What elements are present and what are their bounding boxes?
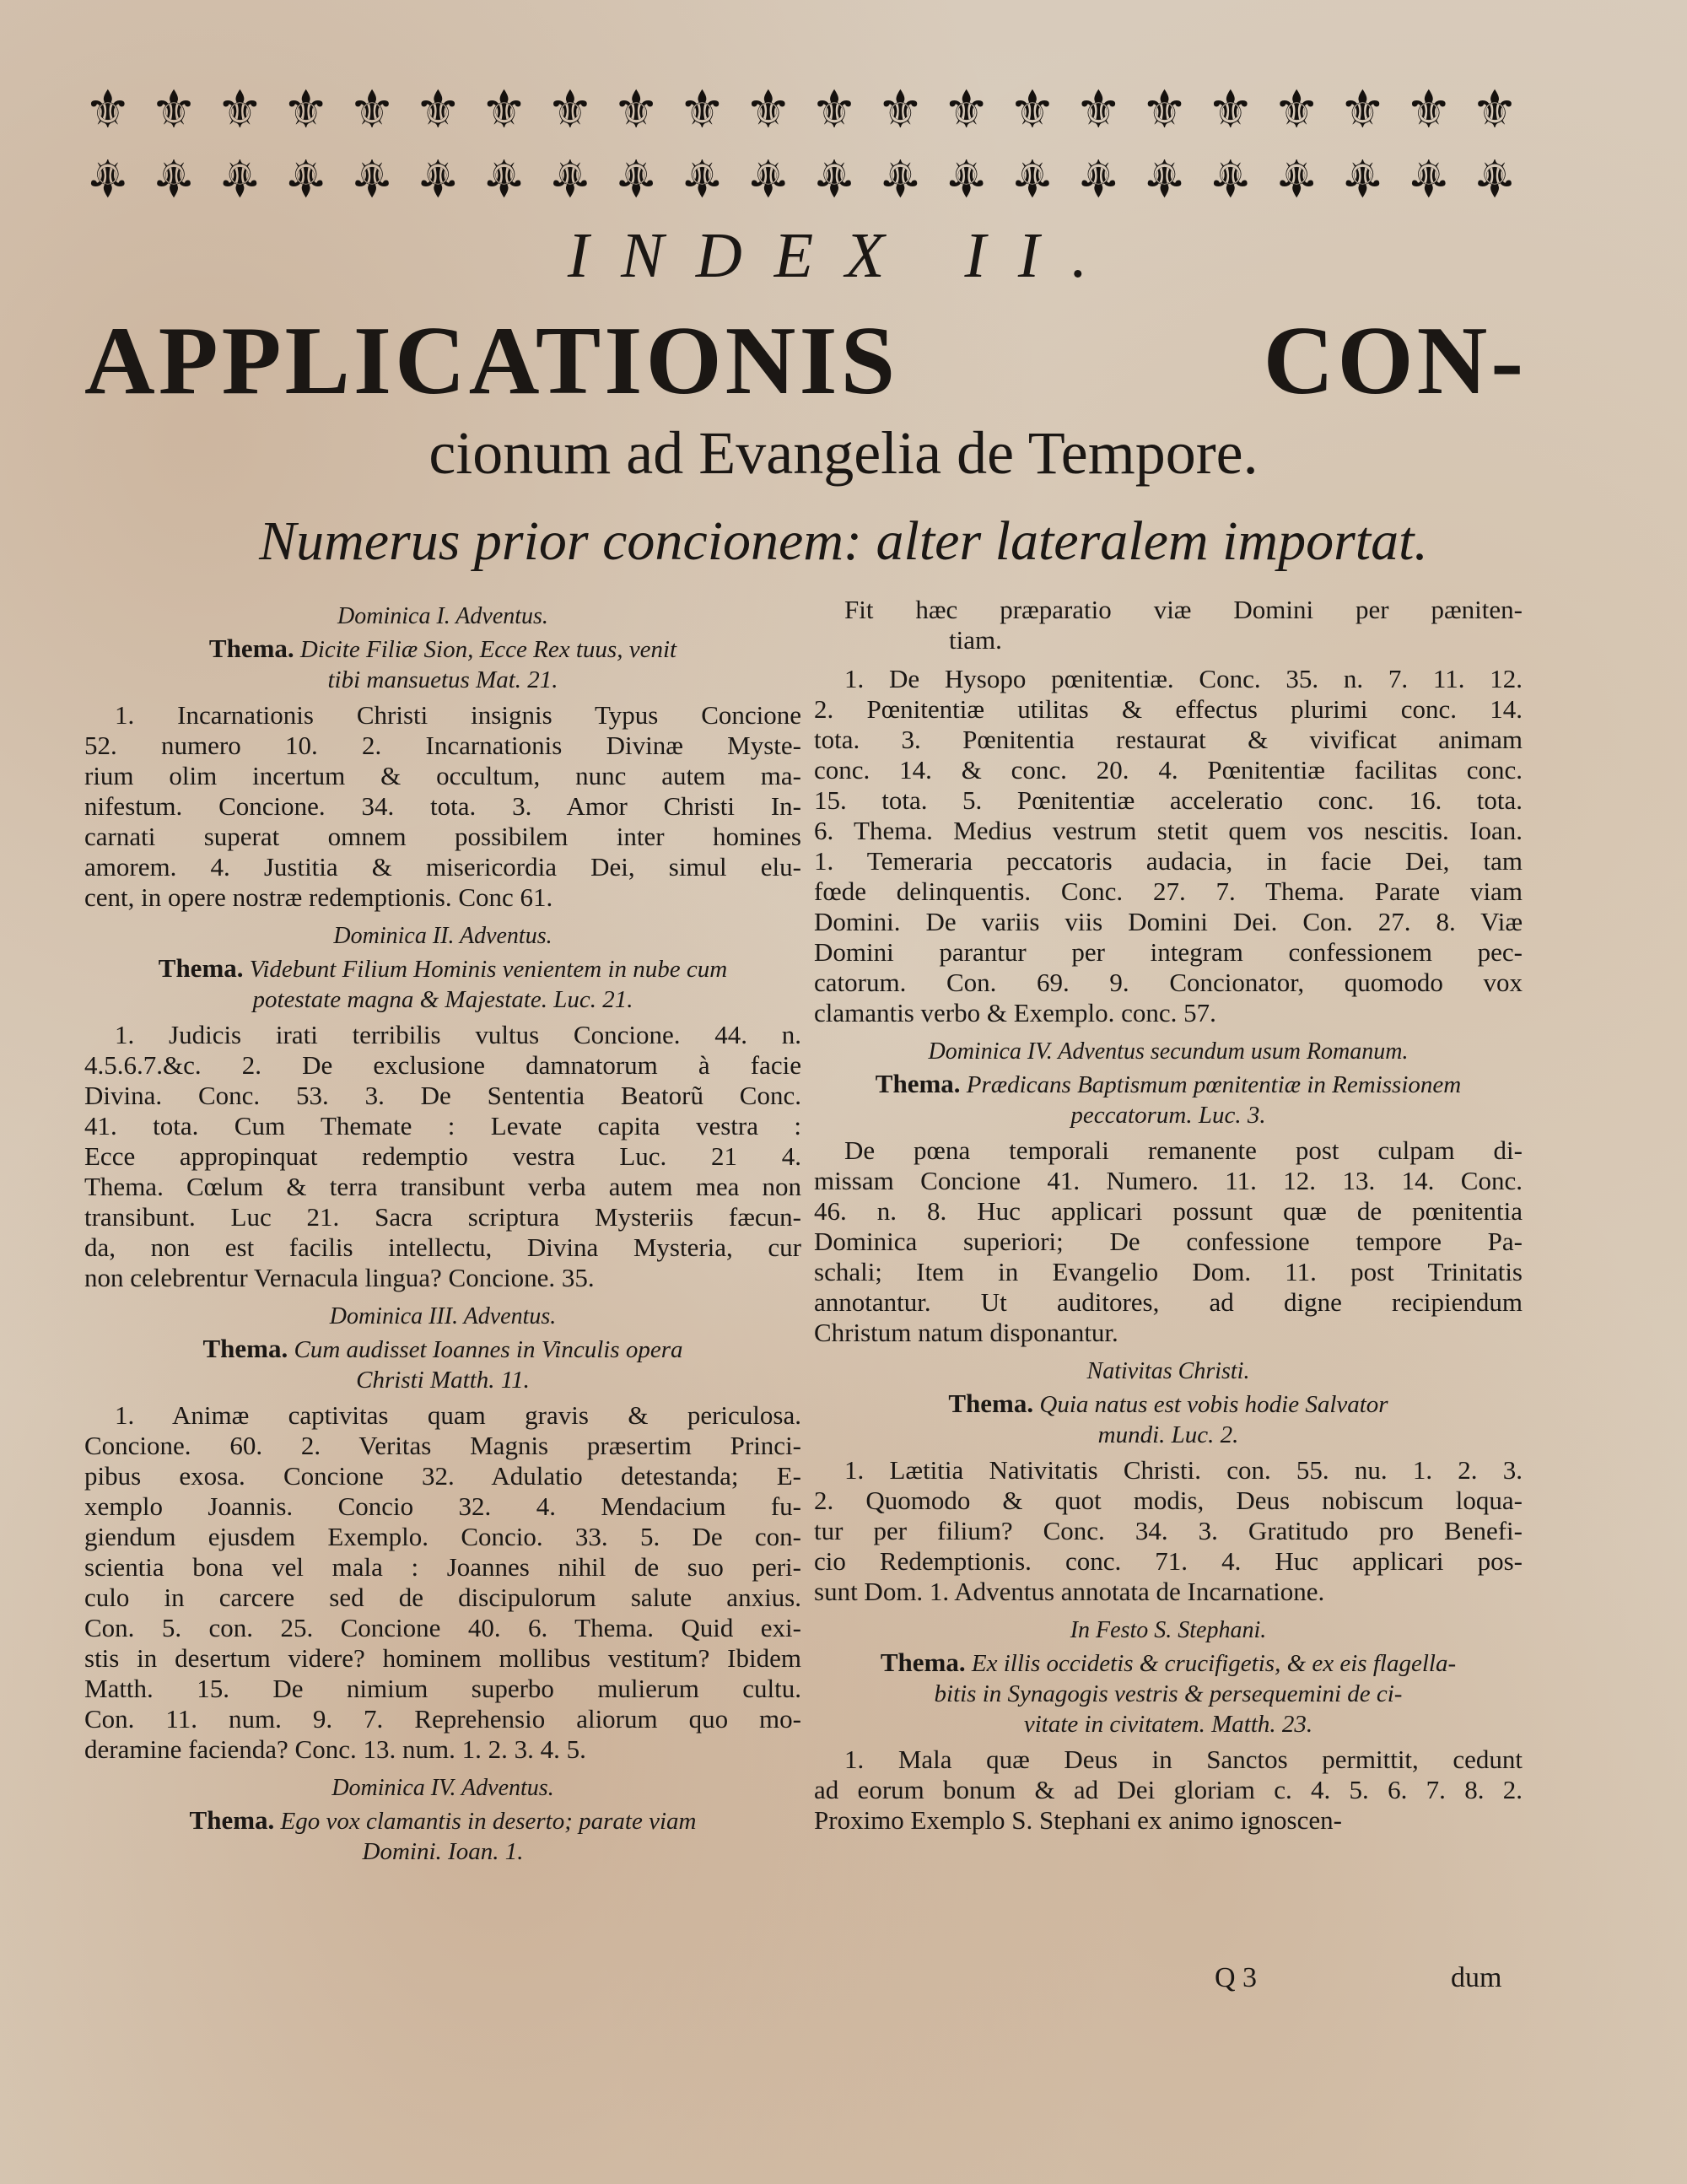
fleuron-icon: ⚜ [150,78,197,140]
thema-text: Ego vox clamantis in deserto; parate viam [280,1808,697,1835]
section [84,601,801,913]
fleuron-icon: ⚜ [282,78,330,140]
thema-text: Cum audisset Ioannes in Vinculis opera [294,1336,683,1363]
fleuron-icon: ⚜ [876,147,924,208]
fleuron-icon: ⚜ [1009,147,1056,208]
fleuron-icon: ⚜ [348,78,396,140]
text-line: da, non est facilis intellectu, Divina Mysteria, cur [84,1232,801,1262]
index-title: INDEX II. [567,220,1120,291]
thema-label: Thema. [189,1805,275,1835]
thema-label: Thema. [880,1647,966,1677]
thema-text: Prædicans Baptismum pœnitentiæ in Remissionem [966,1071,1462,1098]
fleuron-icon: ⚜ [744,78,792,140]
thema-line [84,1838,801,1865]
fleuron-icon: ⚜ [876,78,924,140]
fleuron-icon: ⚜ [414,78,462,140]
text-line: non celebrentur Vernacula lingua? Concione. 35. [84,1263,595,1292]
text-line: 1. De Hysopo pœnitentiæ. Conc. 35. n. 7. 11. 12. [844,664,1523,693]
text-line: cent, in opere nostræ redemptionis. Conc 61. [84,882,553,912]
thema-text: Domini. Ioan. 1. [362,1838,524,1865]
fleuron-icon: ⚜ [216,147,264,208]
thema-line [84,1367,801,1394]
text-line: 52. numero 10. 2. Incarnationis Divinæ Myste- [84,731,801,760]
ornament-row [84,80,1518,139]
entry-paragraph [814,664,1523,1028]
fleuron-icon: ⚜ [1273,78,1320,140]
thema-text: Dicite Filiæ Sion, Ecce Rex tuus, venit [299,636,677,663]
fleuron-icon: ⚜ [942,78,990,140]
ornament-row [84,148,1518,207]
thema-line [814,1711,1523,1738]
text-line: catorum. Con. 69. 9. Concionator, quomodo vox [814,968,1523,997]
text-line: giendum ejusdem Exemplo. Concio. 33. 5. De con- [84,1522,801,1551]
entry-paragraph [814,1455,1523,1607]
text-line: Concione. 60. 2. Veritas Magnis præsertim Princi- [84,1431,801,1460]
section [84,1773,801,1865]
text-line: Dominica superiori; De confessione tempore Pa- [814,1227,1523,1256]
text-line: Ecce appropinquat redemptio vestra Luc. 21 4. [84,1141,801,1171]
fleuron-icon: ⚜ [547,78,594,140]
thema-text: potestate magna & Majestate. Luc. 21. [252,986,633,1013]
signature-mark: Q 3 [1215,1962,1258,1993]
text-line: tur per filium? Conc. 34. 3. Gratitudo pro Benefi- [814,1516,1523,1545]
text-line: 1. Lætitia Nativitatis Christi. con. 55. nu. 1. 2. 3. [844,1455,1523,1485]
thema-line [84,1807,801,1835]
text-line: pibus exosa. Concione 32. Adulatio detestanda; E- [84,1461,801,1491]
text-line: missam Concione 41. Numero. 11. 12. 13. 14. Conc. [814,1166,1523,1195]
fleuron-icon: ⚜ [1207,147,1254,208]
text-line: tiam. [949,625,1002,655]
fleuron-icon: ⚜ [612,147,660,208]
text-line: Thema. Cœlum & terra transibunt verba autem mea non [84,1172,801,1201]
thema-line [814,1102,1523,1129]
text-line: conc. 14. & conc. 20. 4. Pœnitentiæ facilitas conc. [814,755,1523,785]
fleuron-icon: ⚜ [414,147,462,208]
thema-label: Thema. [208,634,294,663]
thema-text: Videbunt Filium Hominis venientem in nube cum [249,956,728,983]
text-line: 15. tota. 5. Pœnitentiæ acceleratio conc. 16. tota. [814,785,1523,815]
entry-paragraph [84,1020,801,1293]
fleuron-icon: ⚜ [1404,147,1453,208]
text-line: Con. 5. con. 25. Concione 40. 6. Thema. Quid exi- [84,1613,801,1642]
text-line: ad eorum bonum & ad Dei gloriam c. 4. 5. 6. 7. 8. 2. [814,1775,1523,1804]
numbering-note: Numerus prior concionem: alter lateralem importat. [259,510,1428,572]
section-heading: Dominica IV. Adventus. [331,1775,554,1801]
thema-label: Thema. [158,953,244,983]
text-line: 1. Mala quæ Deus in Sanctos permittit, cedunt [844,1745,1523,1774]
text-line: 6. Thema. Medius vestrum stetit quem vos nescitis. Ioan. [814,816,1523,845]
text-line: 2. Pœnitentiæ utilitas & effectus plurimi conc. 14. [814,694,1523,724]
text-line: scientia bona vel mala : Joannes nihil de suo peri- [84,1552,801,1582]
fleuron-icon: ⚜ [480,78,528,140]
text-line: deramine facienda? Conc. 13. num. 1. 2. 3. 4. 5. [84,1734,586,1764]
fleuron-icon: ⚜ [1140,147,1188,208]
fleuron-icon: ⚜ [1273,147,1320,208]
text-line: 4.5.6.7.&c. 2. De exclusione damnatorum à facie [84,1050,801,1080]
fleuron-icon: ⚜ [678,147,726,208]
thema-line [84,666,801,693]
fleuron-icon: ⚜ [1207,78,1254,140]
section [84,921,801,1293]
fleuron-icon: ⚜ [216,78,264,140]
fleuron-icon: ⚜ [1075,147,1123,208]
thema-line [814,1649,1523,1677]
section [814,1356,1523,1607]
section [814,1615,1523,1836]
fleuron-icon: ⚜ [1075,78,1123,140]
text-line: Fit hæc præparatio viæ Domini per pæniten- [844,595,1523,624]
fleuron-icon: ⚜ [678,78,726,140]
thema-text: Quia natus est vobis hodie Salvator [1039,1391,1388,1418]
right-column [814,595,1523,1844]
entry-paragraph [84,1400,801,1765]
fleuron-icon: ⚜ [1471,78,1518,140]
text-line: clamantis verbo & Exemplo. conc. 57. [814,998,1216,1027]
thema-line [814,1680,1523,1707]
fleuron-icon: ⚜ [811,147,858,208]
fleuron-icon: ⚜ [1404,78,1453,140]
text-line: amorem. 4. Justitia & misericordia Dei, simul elu- [84,852,801,882]
text-line: Christum natum disponantur. [814,1318,1118,1347]
text-line: schali; Item in Evangelio Dom. 11. post Trinitatis [814,1257,1523,1286]
text-line: Con. 11. num. 9. 7. Reprehensio aliorum quo mo- [84,1704,801,1734]
fleuron-icon: ⚜ [1471,147,1518,208]
section-heading: In Festo S. Stephani. [1070,1617,1267,1643]
thema-label: Thema. [202,1334,288,1363]
text-line: culo in carcere sed de discipulorum salute anxius. [84,1583,801,1612]
thema-line [84,986,801,1013]
fleuron-icon: ⚜ [942,147,990,208]
text-line: 2. Quomodo & quot modis, Deus nobiscum loqua- [814,1486,1523,1515]
thema-text: mundi. Luc. 2. [1097,1421,1239,1448]
text-line: 46. n. 8. Huc applicari possunt quæ de pœnitentia [814,1196,1523,1226]
text-line: transibunt. Luc 21. Sacra scriptura Mysteriis fæcun- [84,1202,801,1232]
text-line: Proximo Exemplo S. Stephani ex animo ignoscen- [814,1805,1342,1835]
entry-paragraph [814,1745,1523,1836]
entry-paragraph [814,1135,1523,1348]
fleuron-icon: ⚜ [150,147,197,208]
text-line: Domini. De variis viis Domini Dei. Con. 27. 8. Viæ [814,907,1523,936]
entry-paragraph [84,700,801,913]
fleuron-icon: ⚜ [1009,78,1056,140]
thema-text: Ex illis occidetis & crucifigetis, & ex eis flagella- [971,1650,1457,1677]
fleuron-icon: ⚜ [1339,78,1387,140]
thema-line [814,1390,1523,1418]
text-line: xemplo Joannis. Concio 32. 4. Mendacium fu- [84,1491,801,1521]
fleuron-icon: ⚜ [1140,78,1188,140]
fleuron-icon: ⚜ [547,147,594,208]
thema-text: bitis in Synagogis vestris & persequemini de ci- [934,1680,1403,1707]
text-line: 1. Incarnationis Christi insignis Typus Concione [115,700,801,730]
fleuron-icon: ⚜ [1339,147,1387,208]
intro-paragraph [814,595,1523,655]
main-title: APPLICATIONIS CON- [84,307,1527,415]
text-line: annotantur. Ut auditores, ad digne recipiendum [814,1287,1523,1317]
thema-line [814,1070,1523,1098]
fleuron-icon: ⚜ [744,147,792,208]
fleuron-icon: ⚜ [480,147,528,208]
text-line: Divina. Conc. 53. 3. De Sententia Beatorũ Conc. [84,1081,801,1110]
left-column [84,595,801,1865]
text-line: 1. Judicis irati terribilis vultus Concione. 44. n. [115,1020,801,1049]
thema-line [84,955,801,983]
section-heading: Nativitas Christi. [1086,1358,1250,1384]
thema-text: peccatorum. Luc. 3. [1070,1102,1266,1129]
section-heading: Dominica IV. Adventus secundum usum Romanum. [928,1038,1409,1065]
text-line: sunt Dom. 1. Adventus annotata de Incarnatione. [814,1577,1325,1606]
catchword: dum [1451,1962,1502,1993]
text-line: stis in desertum videre? hominem mollibus vestitum? Ibidem [84,1643,801,1673]
text-line: Matth. 15. De nimium superbo mulierum cultu. [84,1674,801,1703]
fleuron-icon: ⚜ [348,147,396,208]
fleuron-icon: ⚜ [84,78,132,140]
thema-text: vitate in civitatem. Matth. 23. [1023,1711,1313,1738]
fleuron-icon: ⚜ [282,147,330,208]
fleuron-icon: ⚜ [84,147,132,208]
text-line: cio Redemptionis. conc. 71. 4. Huc applicari pos- [814,1546,1523,1576]
thema-text: Christi Matth. 11. [356,1367,530,1394]
text-line: 1. Animæ captivitas quam gravis & periculosa. [115,1400,801,1430]
section [84,1302,801,1765]
section-heading: Dominica III. Adventus. [329,1303,557,1329]
text-line: 41. tota. Cum Themate : Levate capita vestra : [84,1111,801,1141]
section-heading: Dominica I. Adventus. [337,603,548,629]
thema-line [84,1335,801,1363]
text-line: Domini parantur per integram confessionem pec- [814,937,1523,967]
text-line: fœde delinquentis. Conc. 27. 7. Thema. Parate viam [814,876,1523,906]
section-heading: Dominica II. Adventus. [333,923,552,949]
thema-text: tibi mansuetus Mat. 21. [327,666,558,693]
text-line: tota. 3. Pœnitentia restaurat & vivificat animam [814,725,1523,754]
ornament-band [84,80,1518,207]
text-line: nifestum. Concione. 34. tota. 3. Amor Christi In- [84,791,801,821]
sub-title: cionum ad Evangelia de Tempore. [428,419,1259,487]
thema-line [814,1421,1523,1448]
thema-label: Thema. [948,1389,1034,1418]
section [814,1037,1523,1348]
thema-line [84,635,801,663]
text-line: 1. Temeraria peccatoris audacia, in facie Dei, tam [814,846,1523,876]
fleuron-icon: ⚜ [612,78,660,140]
text-line: De pœna temporali remanente post culpam di- [844,1135,1523,1165]
section [814,664,1523,1028]
text-line: carnati superat omnem possibilem inter homines [84,822,801,851]
fleuron-icon: ⚜ [811,78,858,140]
text-line: rium olim incertum & occultum, nunc autem ma- [84,761,801,790]
thema-label: Thema. [875,1069,961,1098]
